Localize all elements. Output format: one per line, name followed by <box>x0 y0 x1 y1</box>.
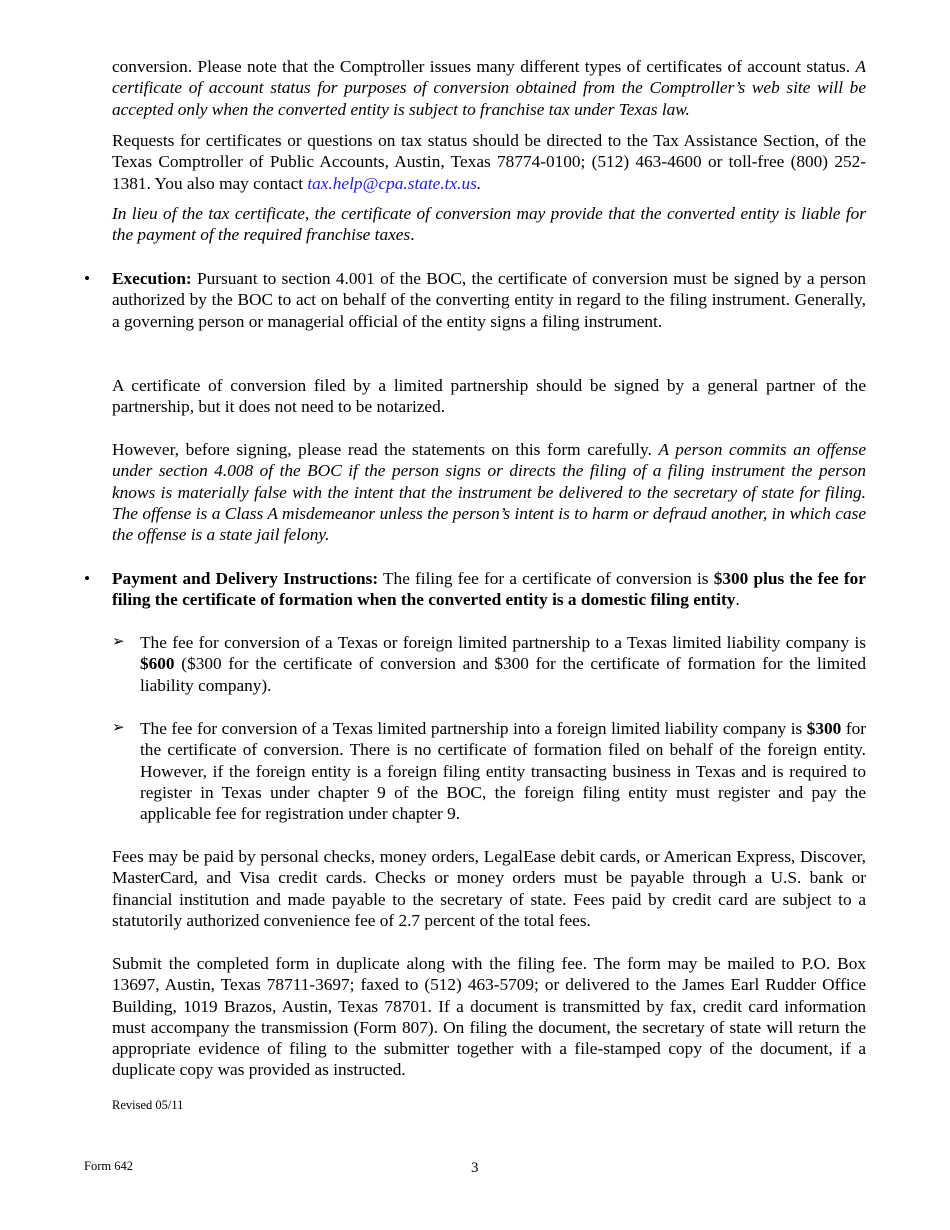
payment-bullet: • <box>84 569 91 588</box>
execution-heading: Execution: <box>112 269 192 288</box>
intro-paragraph-1 <box>112 56 866 120</box>
fee-item-1-amount: $600 <box>140 654 175 674</box>
fee-item-2-text-a: The fee for conversion of a Texas limited partnership into a foreign limited liability company is <box>140 719 807 738</box>
arrow-bullet-1: ➢ <box>112 634 125 650</box>
execution-bullet: • <box>84 269 91 288</box>
tax-help-email-link[interactable]: tax.help@cpa.state.tx.us <box>307 173 477 193</box>
payment-methods-paragraph: Fees may be paid by personal checks, money orders, LegalEase debit cards, or American Express, Discover, MasterCard, and Visa credit cards. Checks or money orders must be payable through a U.S. bank or financial institution and made payable to the secretary of state. Fees paid by credit card are subject to a statutorily authorized convenience fee of 2.7 percent of the total fees. <box>112 847 866 930</box>
payment-p1-text: The filing fee for a certificate of conversion is <box>378 569 714 588</box>
intro-p1-italic: A certificate of account status for purposes of conversion obtained from the Comptroller’s web site will be accepted only when the converted entity is subject to franchise tax under Texas law. <box>112 57 866 119</box>
fee-item-1-text-b: ($300 for the certificate of conversion and $300 for the certificate of formation for the limited liability company). <box>140 654 866 695</box>
execution-p3-text: However, before signing, please read the statements on this form carefully. <box>112 440 659 459</box>
fee-item-1-text-a: The fee for conversion of a Texas or foreign limited partnership to a Texas limited liability company is <box>140 633 866 652</box>
execution-p1-text: Pursuant to section 4.001 of the BOC, the certificate of conversion must be signed by a person authorized by the BOC to act on behalf of the converting entity in regard to the filing instrument. Generally, a governing person or managerial official of the entity signs a filing instrument. <box>112 269 866 331</box>
intro-p2-end: . <box>476 173 482 193</box>
revised-date: Revised 05/11 <box>112 1098 184 1112</box>
intro-p3-end: . <box>410 225 415 245</box>
intro-paragraph-2 <box>112 130 866 194</box>
intro-paragraph-3 <box>112 203 866 246</box>
intro-p2-text: Requests for certificates or questions on tax status should be directed to the Tax Assistance Section, of the Texas Comptroller of Public Accounts, Austin, Texas 78774-0100; (512) 463-4600 or toll-free (800) 252-1381. You also may contact <box>112 131 866 193</box>
execution-paragraph-1 <box>112 268 866 332</box>
fee-item-2-text-b: for the certificate of conversion. There is no certificate of formation filed on behalf of the foreign entity. However, if the foreign entity is a foreign filing entity transacting business in Texas and is required to register in Texas under chapter 9 of the BOC, the foreign filing entity must register and pay the applicable fee for registration under chapter 9. <box>140 719 866 824</box>
execution-p3-italic: A person commits an offense under section 4.008 of the BOC if the person signs or directs the filing of a filing instrument the person knows is materially false with the intent that the instrument be delivered to the secretary of state for filing. The offense is a Class A misdemeanor unless the person’s intent is to harm or defraud another, in which case the offense is a state jail felony. <box>112 440 866 545</box>
payment-paragraph-1 <box>112 568 866 611</box>
execution-paragraph-3 <box>112 439 866 545</box>
submission-paragraph: Submit the completed form in duplicate along with the filing fee. The form may be mailed to P.O. Box 13697, Austin, Texas 78711-3697; faxed to (512) 463-5709; or delivered to the James Earl Rudder Office Building, 1019 Brazos, Austin, Texas 78701. If a document is transmitted by fax, credit card information must accompany the transmission (Form 807). On filing the document, the secretary of state will return the appropriate evidence of filing to the submitter together with a file-stamped copy of the document, if a duplicate copy was provided as instructed. <box>112 954 866 1080</box>
fee-item-2-amount: $300 <box>806 719 842 738</box>
payment-p1-bold: $300 plus the fee for filing the certificate of formation when the converted entity is a domestic filing entity <box>112 569 866 610</box>
fee-item-2 <box>140 718 866 824</box>
intro-p1-text: conversion. Please note that the Comptroller issues many different types of certificates of account status. <box>112 57 856 76</box>
fee-item-1 <box>140 632 866 696</box>
form-name: Form 642 <box>84 1159 133 1173</box>
execution-paragraph-2: A certificate of conversion filed by a limited partnership should be signed by a general partner of the partnership, but it does not need to be notarized. <box>112 376 866 417</box>
arrow-bullet-2: ➢ <box>112 720 125 736</box>
page-number: 3 <box>471 1160 479 1176</box>
intro-p3-italic: In lieu of the tax certificate, the certificate of conversion may provide that the converted entity is liable for the payment of the required franchise taxes <box>112 204 866 245</box>
payment-heading: Payment and Delivery Instructions: <box>112 569 379 588</box>
payment-p1-end: . <box>735 590 740 610</box>
